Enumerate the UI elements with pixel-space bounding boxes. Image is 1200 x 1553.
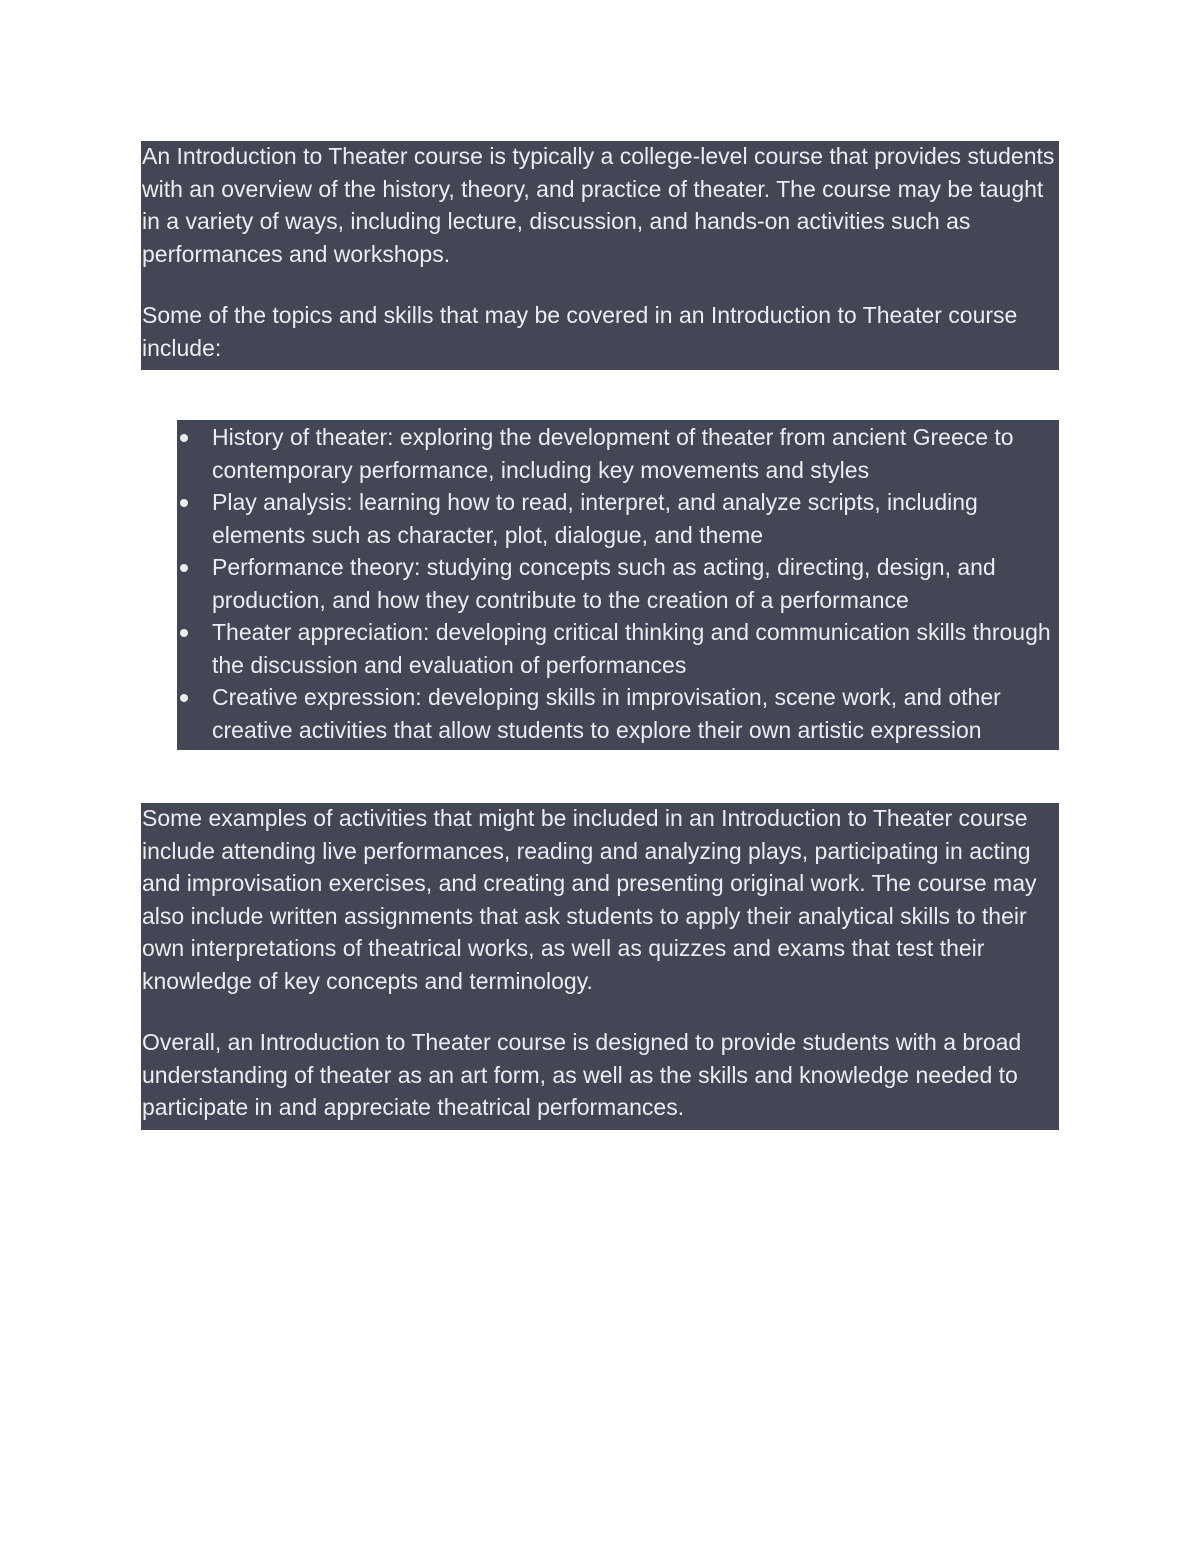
conclusion-paragraph: Overall, an Introduction to Theater course is designed to provide students with a broad understanding of theater as an art form, as well as the skills and knowledge needed to participate in and appreciate theatrical performances. — [142, 1029, 1022, 1120]
list-item — [177, 421, 1059, 486]
list-item-text: History of theater: exploring the development of theater from ancient Greece to contemporary performance, including key movements and styles — [212, 424, 1014, 483]
bullet-icon — [180, 499, 188, 507]
bullet-icon — [180, 434, 188, 442]
examples-block — [141, 803, 1059, 1130]
topics-list — [177, 421, 1059, 746]
bullet-icon — [180, 564, 188, 572]
list-item — [177, 486, 1059, 551]
list-item — [177, 551, 1059, 616]
list-item — [177, 681, 1059, 746]
bullet-icon — [180, 629, 188, 637]
list-item-text: Play analysis: learning how to read, interpret, and analyze scripts, including elements such as character, plot, dialogue, and theme — [212, 489, 978, 548]
list-item-text: Performance theory: studying concepts such as acting, directing, design, and production, and how they contribute to the creation of a performance — [212, 554, 996, 613]
topics-lead-paragraph: Some of the topics and skills that may be covered in an Introduction to Theater course include: — [142, 302, 1018, 361]
bullet-icon — [180, 694, 188, 702]
intro-block — [141, 141, 1059, 370]
intro-paragraph: An Introduction to Theater course is typically a college-level course that provides students with an overview of the history, theory, and practice of theater. The course may be taught in a variety of ways, including lecture, discussion, and hands-on activities such as performances and workshops. — [142, 143, 1055, 267]
list-item-text: Creative expression: developing skills in improvisation, scene work, and other creative activities that allow students to explore their own artistic expression — [212, 684, 1001, 743]
examples-paragraph: Some examples of activities that might be included in an Introduction to Theater course include attending live performances, reading and analyzing plays, participating in acting and improvisation exercises, and creating and presenting original work. The course may also include written assignments that ask students to apply their analytical skills to their own interpretations of theatrical works, as well as quizzes and exams that test their knowledge of key concepts and terminology. — [142, 805, 1037, 994]
list-item-text: Theater appreciation: developing critical thinking and communication skills through the discussion and evaluation of performances — [212, 619, 1051, 678]
list-item — [177, 616, 1059, 681]
topics-list-block — [177, 420, 1059, 750]
